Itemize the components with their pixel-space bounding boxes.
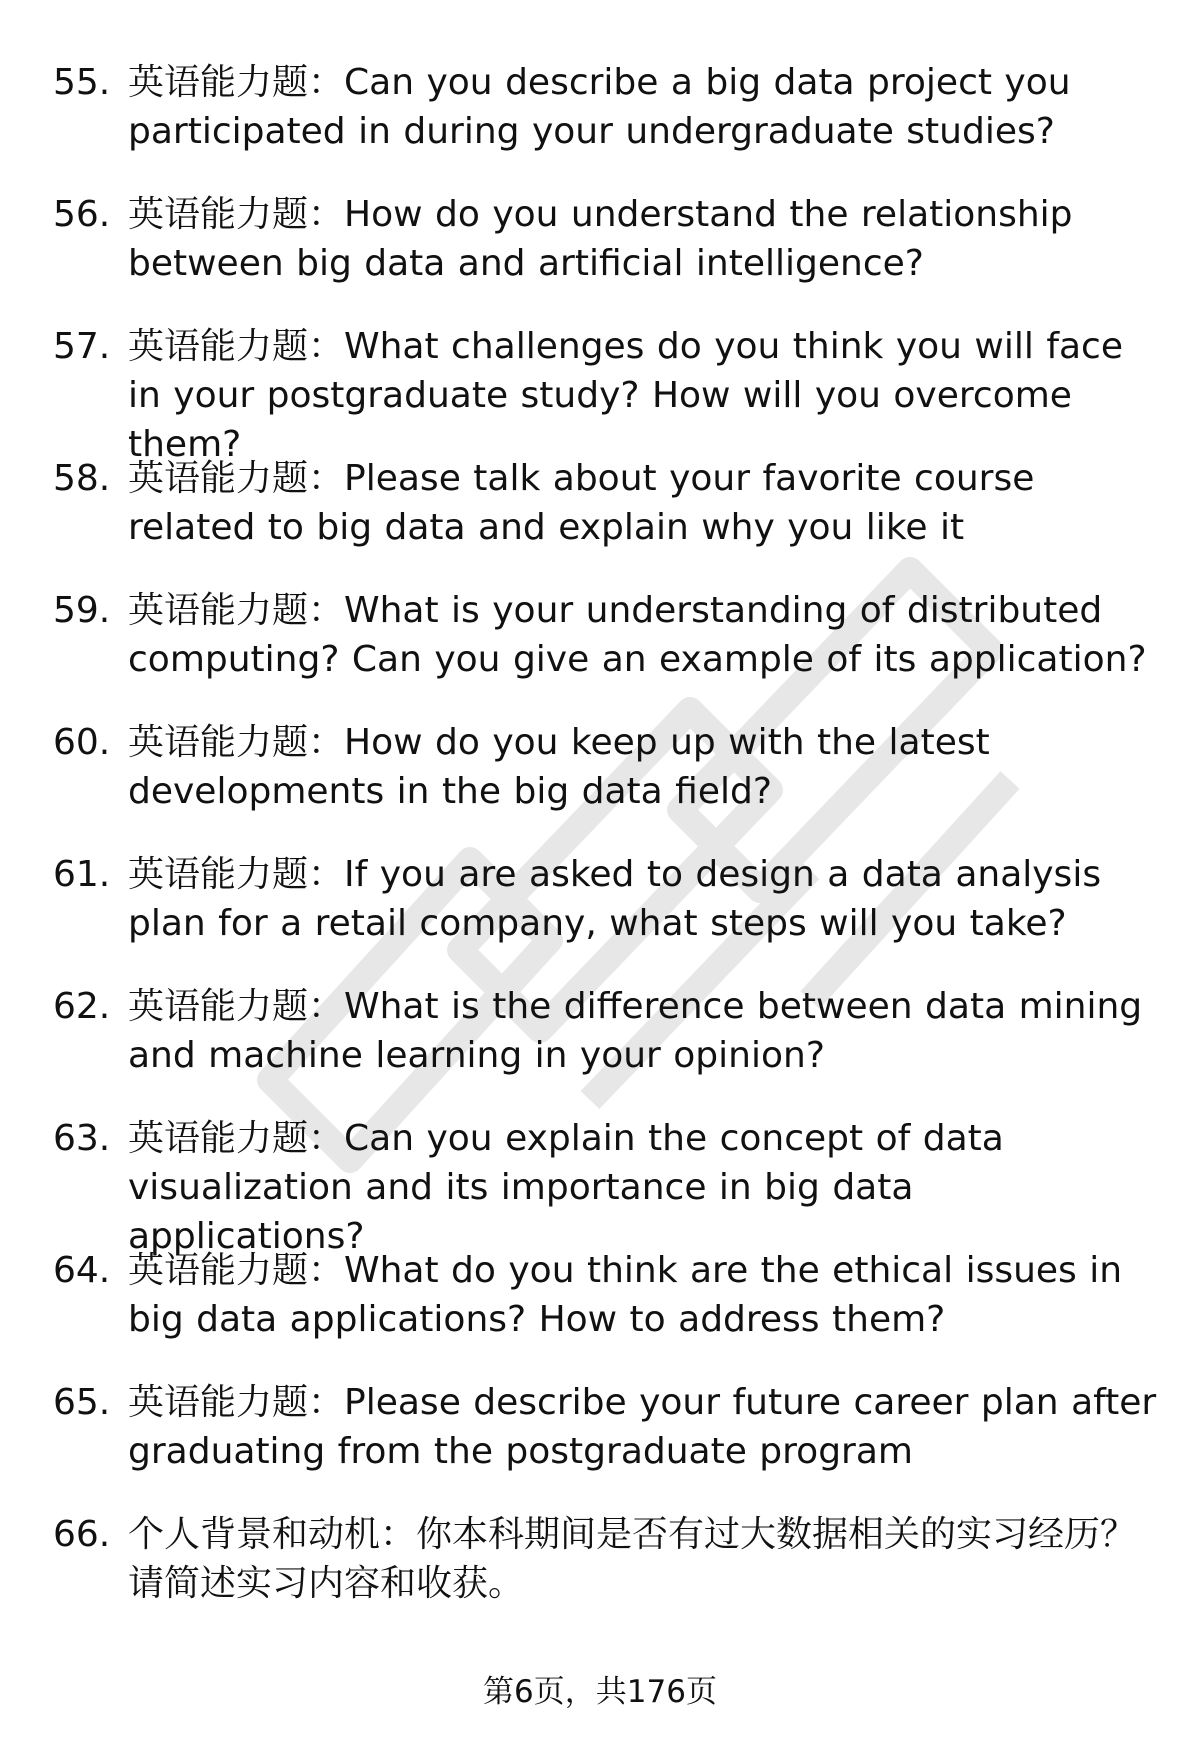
question-body: Can you explain the concept of data visualization and its importance in big data applications? bbox=[128, 1118, 1004, 1257]
question-item bbox=[0, 1246, 1200, 1378]
question-text bbox=[128, 454, 1160, 552]
question-number: 65. bbox=[53, 1382, 111, 1423]
question-list bbox=[0, 58, 1200, 1642]
question-text bbox=[128, 58, 1160, 156]
question-body: How do you keep up with the latest developments in the big data field? bbox=[128, 722, 990, 812]
page-footer: 第6页，共176页 bbox=[483, 1674, 717, 1710]
question-item bbox=[0, 190, 1200, 322]
question-category: 英语能力题： bbox=[128, 326, 345, 367]
question-number: 57. bbox=[53, 326, 111, 367]
question-body: What is your understanding of distributed computing? Can you give an example of its application? bbox=[128, 590, 1147, 680]
question-body: What challenges do you think you will face in your postgraduate study? How will you overcome them? bbox=[128, 326, 1123, 465]
question-number: 63. bbox=[53, 1118, 111, 1159]
question-number: 66. bbox=[53, 1514, 111, 1555]
question-body: What do you think are the ethical issues in big data applications? How to address them? bbox=[128, 1250, 1123, 1340]
question-item bbox=[0, 586, 1200, 718]
question-number: 61. bbox=[53, 854, 111, 895]
question-category: 英语能力题： bbox=[128, 62, 345, 103]
question-item bbox=[0, 454, 1200, 586]
question-text bbox=[128, 1114, 1160, 1261]
question-body: If you are asked to design a data analysis plan for a retail company, what steps will you take? bbox=[128, 854, 1102, 944]
question-text bbox=[128, 982, 1160, 1080]
question-item bbox=[0, 982, 1200, 1114]
question-item bbox=[0, 322, 1200, 465]
question-body: Please describe your future career plan after graduating from the postgraduate program bbox=[128, 1382, 1157, 1472]
question-text bbox=[128, 190, 1160, 288]
question-number: 55. bbox=[53, 62, 111, 103]
question-category: 英语能力题： bbox=[128, 1382, 345, 1423]
question-number: 58. bbox=[53, 458, 111, 499]
question-number: 56. bbox=[53, 194, 111, 235]
question-category: 英语能力题： bbox=[128, 590, 345, 631]
question-number: 64. bbox=[53, 1250, 111, 1291]
question-text bbox=[128, 718, 1160, 816]
question-body: How do you understand the relationship between big data and artificial intelligence? bbox=[128, 194, 1073, 284]
question-text bbox=[128, 1246, 1160, 1344]
question-number: 60. bbox=[53, 722, 111, 763]
question-item bbox=[0, 1114, 1200, 1257]
question-number: 59. bbox=[53, 590, 111, 631]
question-category: 英语能力题： bbox=[128, 458, 345, 499]
question-category: 英语能力题： bbox=[128, 854, 345, 895]
question-item bbox=[0, 1510, 1200, 1642]
question-text bbox=[128, 322, 1160, 469]
question-body: Can you describe a big data project you participated in during your undergraduate studies? bbox=[128, 62, 1071, 152]
question-number: 62. bbox=[53, 986, 111, 1027]
question-category: 英语能力题： bbox=[128, 1250, 345, 1291]
question-category: 个人背景和动机： bbox=[128, 1514, 417, 1555]
question-body: 你本科期间是否有过大数据相关的实习经历？请简述实习内容和收获。 bbox=[128, 1514, 1137, 1604]
question-item bbox=[0, 1378, 1200, 1510]
question-text bbox=[128, 1510, 1160, 1608]
question-item bbox=[0, 718, 1200, 850]
question-body: Please talk about your favorite course related to big data and explain why you like it bbox=[128, 458, 1035, 548]
question-item bbox=[0, 58, 1200, 190]
question-category: 英语能力题： bbox=[128, 722, 345, 763]
question-item bbox=[0, 850, 1200, 982]
question-body: What is the difference between data mining and machine learning in your opinion? bbox=[128, 986, 1143, 1076]
question-category: 英语能力题： bbox=[128, 986, 345, 1027]
question-category: 英语能力题： bbox=[128, 1118, 345, 1159]
question-text bbox=[128, 586, 1160, 684]
question-text bbox=[128, 850, 1160, 948]
question-text bbox=[128, 1378, 1160, 1476]
question-category: 英语能力题： bbox=[128, 194, 345, 235]
